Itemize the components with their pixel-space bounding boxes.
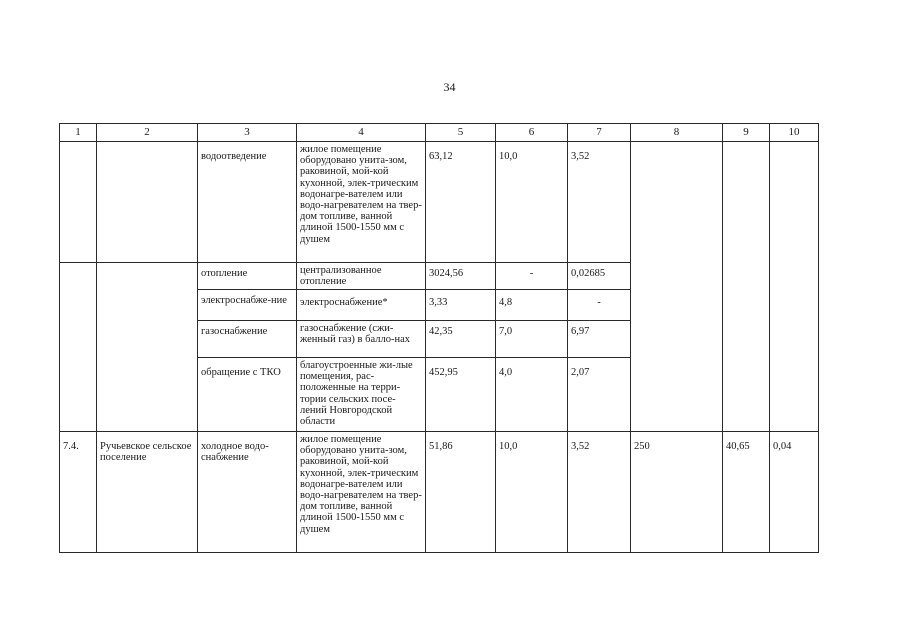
value-cell: 4,8	[496, 290, 568, 321]
header-cell: 9	[723, 124, 770, 142]
row-number-cell	[60, 263, 97, 432]
description-cell: газоснабжение (сжи-женный газ) в балло-нах	[297, 321, 426, 358]
page-number: 34	[443, 80, 456, 94]
value-cell: 0,04	[770, 432, 819, 553]
settlement-cell	[97, 142, 198, 263]
value-cell: 40,65	[723, 432, 770, 553]
header-cell: 7	[568, 124, 631, 142]
value-cell: 2,07	[568, 358, 631, 432]
value-cell: 452,95	[426, 358, 496, 432]
value-cell: 51,86	[426, 432, 496, 553]
service-cell: электроснабже-ние	[198, 290, 297, 321]
value-cell: -	[496, 263, 568, 290]
table-header-row	[60, 124, 819, 142]
service-cell: отопление	[198, 263, 297, 290]
description-cell: электроснабжение*	[297, 290, 426, 321]
value-cell: 42,35	[426, 321, 496, 358]
description-cell: жилое помещение оборудовано унита-зом, раковиной, мой-кой кухонной, элек-трическим водонагре-вателем или водо-нагревателем на твер-дом топливе, ванной длиной 1500-1550 мм с душем	[297, 142, 426, 263]
settlement-cell: Ручьевское сельское поселение	[97, 432, 198, 553]
settlement-cell	[97, 263, 198, 432]
value-cell: 3,52	[568, 142, 631, 263]
row-number-cell: 7.4.	[60, 432, 97, 553]
header-cell: 1	[60, 124, 97, 142]
value-cell: 6,97	[568, 321, 631, 358]
service-cell: газоснабжение	[198, 321, 297, 358]
description-cell: жилое помещение оборудовано унита-зом, раковиной, мой-кой кухонной, элек-трическим водонагре-вателем или водо-нагревателем на твер-дом топливе, ванной длиной 1500-1550 мм с душем	[297, 432, 426, 553]
header-cell: 3	[198, 124, 297, 142]
row-number-cell	[60, 142, 97, 263]
value-cell: 10,0	[496, 142, 568, 263]
value-cell: 10,0	[496, 432, 568, 553]
value-cell: 3,52	[568, 432, 631, 553]
description-cell: благоустроенные жи-лые помещения, рас-положенные на терри-тории сельских посе-лений Новгородской области	[297, 358, 426, 432]
header-cell: 2	[97, 124, 198, 142]
service-cell: водоотведение	[198, 142, 297, 263]
table-row	[60, 432, 819, 553]
value-cell: 4,0	[496, 358, 568, 432]
value-cell-merged	[631, 142, 723, 432]
value-cell: 3024,56	[426, 263, 496, 290]
header-cell: 6	[496, 124, 568, 142]
service-cell: обращение с ТКО	[198, 358, 297, 432]
header-cell: 5	[426, 124, 496, 142]
value-cell: 250	[631, 432, 723, 553]
value-cell: 7,0	[496, 321, 568, 358]
value-cell-merged	[770, 142, 819, 432]
header-cell: 4	[297, 124, 426, 142]
description-cell: централизованное отопление	[297, 263, 426, 290]
value-cell: 3,33	[426, 290, 496, 321]
header-cell: 10	[770, 124, 819, 142]
tariff-table	[59, 123, 819, 553]
value-cell: 0,02685	[568, 263, 631, 290]
value-cell-merged	[723, 142, 770, 432]
value-cell: 63,12	[426, 142, 496, 263]
service-cell: холодное водо-снабжение	[198, 432, 297, 553]
value-cell: -	[568, 290, 631, 321]
table-row	[60, 142, 819, 263]
header-cell: 8	[631, 124, 723, 142]
